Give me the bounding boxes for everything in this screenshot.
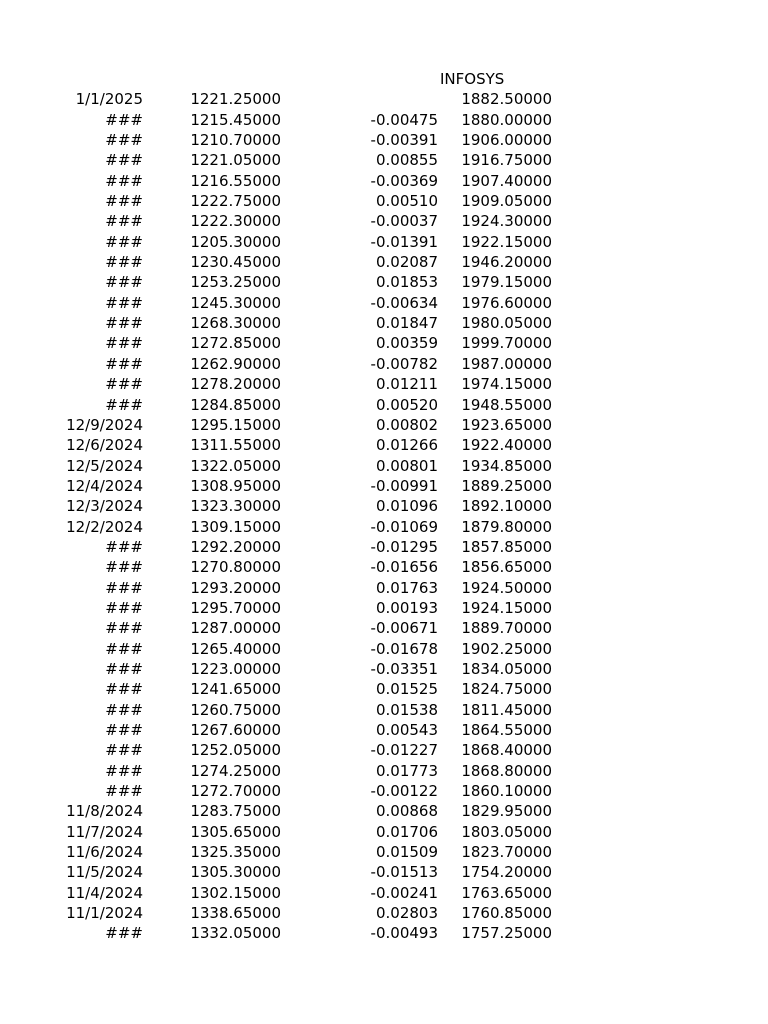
infosys-price-cell[interactable]: 1868.80000 [461,761,552,780]
price-cell[interactable]: 1332.05000 [190,924,281,943]
date-cell[interactable]: ### [105,314,143,333]
infosys-price-cell[interactable]: 1906.00000 [461,131,552,150]
header-row [0,69,768,89]
table-row [0,456,768,476]
infosys-price-cell[interactable]: 1856.65000 [461,558,552,577]
table-row [0,150,768,170]
table-row [0,374,768,394]
date-cell[interactable]: ### [105,232,143,251]
return-cell[interactable]: -0.01391 [370,232,438,251]
table-row [0,537,768,557]
infosys-price-cell[interactable]: 1834.05000 [461,659,552,678]
infosys-price-cell[interactable]: 1882.50000 [461,90,552,109]
infosys-price-cell[interactable]: 1823.70000 [461,843,552,862]
table-row [0,659,768,679]
price-cell[interactable]: 1230.45000 [190,253,281,272]
price-cell[interactable]: 1308.95000 [190,476,281,495]
infosys-price-cell[interactable]: 1976.60000 [461,293,552,312]
return-cell[interactable]: 0.00543 [375,721,438,739]
price-cell[interactable]: 1274.25000 [190,761,281,780]
table-row [0,720,768,740]
date-cell[interactable]: 11/1/2024 [66,904,143,923]
date-cell[interactable]: ### [105,171,143,190]
date-cell[interactable]: ### [105,578,143,597]
infosys-price-cell[interactable]: 1892.10000 [461,497,552,516]
infosys-price-cell[interactable]: 1829.95000 [461,802,552,821]
table-row [0,415,768,435]
return-cell[interactable]: -0.01295 [370,537,438,556]
spreadsheet [0,69,768,944]
table-row [0,333,768,353]
return-cell[interactable]: -0.00391 [370,131,438,150]
price-cell[interactable]: 1205.30000 [190,232,281,251]
price-cell[interactable]: 1210.70000 [190,131,281,150]
price-cell[interactable]: 1268.30000 [190,314,281,333]
date-cell[interactable]: ### [105,395,143,414]
infosys-price-cell[interactable]: 1879.80000 [461,517,552,536]
table-row [0,862,768,882]
price-cell[interactable]: 1221.05000 [190,151,281,170]
price-cell[interactable]: 1295.70000 [190,598,281,617]
table-row [0,517,768,537]
price-cell[interactable]: 1222.30000 [190,212,281,231]
price-cell[interactable]: 1284.85000 [190,395,281,414]
infosys-price-cell[interactable]: 1909.05000 [461,192,552,211]
return-cell[interactable]: -0.00991 [370,476,438,495]
date-cell[interactable]: 12/9/2024 [66,415,143,434]
date-cell[interactable]: 11/8/2024 [66,802,143,821]
date-cell[interactable]: ### [105,639,143,658]
return-cell[interactable]: 0.01509 [375,843,438,862]
date-cell[interactable]: ### [105,680,143,699]
return-cell[interactable]: -0.01227 [370,741,438,760]
infosys-price-cell[interactable]: 1811.45000 [461,700,552,719]
price-cell[interactable]: 1309.15000 [190,517,281,536]
price-cell[interactable]: 1311.55000 [190,436,281,455]
return-cell[interactable]: 0.01847 [375,314,438,333]
table-row [0,618,768,638]
return-cell[interactable]: 0.00801 [375,456,438,475]
date-cell[interactable]: ### [105,782,143,801]
return-cell[interactable]: 0.01706 [375,822,438,841]
date-cell[interactable]: ### [105,700,143,719]
price-cell[interactable]: 1262.90000 [190,354,281,373]
infosys-price-cell[interactable]: 1907.40000 [461,171,552,190]
price-cell[interactable]: 1222.75000 [190,192,281,211]
return-cell[interactable]: 0.00868 [375,802,438,821]
return-cell[interactable]: -0.01069 [370,517,438,536]
table-row [0,293,768,313]
table-row [0,801,768,821]
infosys-price-cell[interactable]: 1763.65000 [461,883,552,902]
price-cell[interactable]: 1245.30000 [190,293,281,312]
return-cell[interactable]: 0.00510 [375,192,438,211]
infosys-price-cell[interactable]: 1922.40000 [461,436,552,455]
infosys-price-cell[interactable]: 1934.85000 [461,456,552,475]
date-cell[interactable]: ### [105,253,143,272]
date-cell[interactable]: ### [105,659,143,678]
price-cell[interactable]: 1267.60000 [190,721,281,739]
price-cell[interactable]: 1322.05000 [190,456,281,475]
table-row [0,842,768,862]
date-cell[interactable]: 12/6/2024 [66,436,143,455]
date-cell[interactable]: 12/5/2024 [66,456,143,475]
date-cell[interactable]: 12/2/2024 [66,517,143,536]
table-row [0,89,768,109]
infosys-price-cell[interactable]: 1924.30000 [461,212,552,231]
infosys-price-cell[interactable]: 1923.65000 [461,415,552,434]
price-cell[interactable]: 1278.20000 [190,375,281,394]
date-cell[interactable]: ### [105,131,143,150]
infosys-price-cell[interactable]: 1916.75000 [461,151,552,170]
return-cell[interactable]: -0.00241 [370,883,438,902]
infosys-price-cell[interactable]: 1987.00000 [461,354,552,373]
date-cell[interactable]: ### [105,354,143,373]
return-cell[interactable]: -0.03351 [370,659,438,678]
return-cell[interactable]: 0.00193 [375,598,438,617]
return-cell[interactable]: 0.00802 [375,415,438,434]
date-cell[interactable]: ### [105,598,143,617]
return-cell[interactable]: -0.00475 [370,110,438,129]
date-cell[interactable]: ### [105,924,143,943]
infosys-price-cell[interactable]: 1924.50000 [461,578,552,597]
return-cell[interactable]: -0.00782 [370,354,438,373]
infosys-price-cell[interactable]: 1946.20000 [461,253,552,272]
price-cell[interactable]: 1252.05000 [190,741,281,760]
date-cell[interactable]: 11/7/2024 [66,822,143,841]
infosys-price-cell[interactable]: 1868.40000 [461,741,552,760]
price-cell[interactable]: 1215.45000 [190,110,281,129]
price-cell[interactable]: 1287.00000 [190,619,281,638]
table-row [0,191,768,211]
infosys-price-cell[interactable]: 1760.85000 [461,904,552,923]
infosys-price-cell[interactable]: 1924.15000 [461,598,552,617]
date-cell[interactable]: ### [105,273,143,292]
date-cell[interactable]: 11/5/2024 [66,863,143,882]
table-row [0,883,768,903]
date-cell[interactable]: ### [105,558,143,577]
table-row [0,639,768,659]
price-cell[interactable]: 1295.15000 [190,415,281,434]
return-cell[interactable]: -0.00037 [370,212,438,231]
return-cell[interactable]: 0.01096 [375,497,438,516]
table-row [0,476,768,496]
infosys-price-cell[interactable]: 1889.25000 [461,476,552,495]
table-row [0,211,768,231]
price-cell[interactable]: 1221.25000 [190,90,281,109]
return-cell[interactable]: -0.00634 [370,293,438,312]
infosys-price-cell[interactable]: 1880.00000 [461,110,552,129]
table-row [0,761,768,781]
table-row [0,395,768,415]
price-cell[interactable]: 1270.80000 [190,558,281,577]
table-row [0,923,768,943]
price-cell[interactable]: 1302.15000 [190,883,281,902]
table-row [0,272,768,292]
return-cell[interactable]: -0.00493 [370,924,438,943]
price-cell[interactable]: 1216.55000 [190,171,281,190]
infosys-price-cell[interactable]: 1824.75000 [461,680,552,699]
infosys-price-cell[interactable]: 1754.20000 [461,863,552,882]
price-cell[interactable]: 1260.75000 [190,700,281,719]
table-row [0,903,768,923]
return-cell[interactable]: -0.00369 [370,171,438,190]
infosys-price-cell[interactable]: 1922.15000 [461,232,552,251]
infosys-price-cell[interactable]: 1902.25000 [461,639,552,658]
price-cell[interactable]: 1253.25000 [190,273,281,292]
table-row [0,354,768,374]
infosys-price-cell[interactable]: 1857.85000 [461,537,552,556]
return-cell[interactable]: -0.00671 [370,619,438,638]
table-row [0,110,768,130]
price-cell[interactable]: 1338.65000 [190,904,281,923]
infosys-price-cell[interactable]: 1803.05000 [461,822,552,841]
return-cell[interactable]: 0.01763 [375,578,438,597]
date-cell[interactable]: ### [105,334,143,353]
table-row [0,252,768,272]
infosys-price-cell[interactable]: 1864.55000 [461,721,552,739]
table-row [0,496,768,516]
price-cell[interactable]: 1283.75000 [190,802,281,821]
infosys-price-cell[interactable]: 1757.25000 [461,924,552,943]
table-row [0,435,768,455]
table-row [0,822,768,842]
table-row [0,700,768,720]
price-cell[interactable]: 1325.35000 [190,843,281,862]
table-row [0,578,768,598]
price-cell[interactable]: 1323.30000 [190,497,281,516]
date-cell[interactable]: ### [105,721,143,739]
return-cell[interactable]: 0.01211 [375,375,438,394]
table-row [0,740,768,760]
return-cell[interactable]: -0.01678 [370,639,438,658]
price-cell[interactable]: 1272.70000 [190,782,281,801]
infosys-price-cell[interactable]: 1980.05000 [461,314,552,333]
date-cell[interactable]: 12/4/2024 [66,476,143,495]
price-cell[interactable]: 1305.30000 [190,863,281,882]
return-cell[interactable]: -0.00122 [370,782,438,801]
return-cell[interactable]: 0.00520 [375,395,438,414]
date-cell[interactable]: 11/6/2024 [66,843,143,862]
return-cell[interactable]: -0.01513 [370,863,438,882]
date-cell[interactable]: ### [105,761,143,780]
date-cell[interactable]: 1/1/2025 [75,90,143,109]
price-cell[interactable]: 1223.00000 [190,659,281,678]
date-cell[interactable]: 11/4/2024 [66,883,143,902]
price-cell[interactable]: 1272.85000 [190,334,281,353]
date-cell[interactable]: 12/3/2024 [66,497,143,516]
table-row [0,679,768,699]
price-cell[interactable]: 1305.65000 [190,822,281,841]
date-cell[interactable]: ### [105,110,143,129]
column-header-infosys[interactable]: INFOSYS [440,70,505,88]
return-cell[interactable]: 0.02087 [375,253,438,272]
return-cell[interactable]: 0.01266 [375,436,438,455]
date-cell[interactable]: ### [105,741,143,760]
infosys-price-cell[interactable]: 1979.15000 [461,273,552,292]
return-cell[interactable]: 0.01538 [375,700,438,719]
return-cell[interactable]: 0.01853 [375,273,438,292]
date-cell[interactable]: ### [105,151,143,170]
date-cell[interactable]: ### [105,537,143,556]
return-cell[interactable]: 0.01525 [375,680,438,699]
date-cell[interactable]: ### [105,293,143,312]
table-row [0,232,768,252]
return-cell[interactable]: 0.01773 [375,761,438,780]
infosys-price-cell[interactable]: 1974.15000 [461,375,552,394]
price-cell[interactable]: 1265.40000 [190,639,281,658]
data-rows [0,89,768,943]
date-cell[interactable]: ### [105,619,143,638]
return-cell[interactable]: 0.02803 [375,904,438,923]
return-cell[interactable]: -0.01656 [370,558,438,577]
table-row [0,598,768,618]
price-cell[interactable]: 1293.20000 [190,578,281,597]
table-row [0,781,768,801]
date-cell[interactable]: ### [105,212,143,231]
date-cell[interactable]: ### [105,375,143,394]
return-cell[interactable]: 0.00359 [375,334,438,353]
infosys-price-cell[interactable]: 1889.70000 [461,619,552,638]
date-cell[interactable]: ### [105,192,143,211]
infosys-price-cell[interactable]: 1948.55000 [461,395,552,414]
infosys-price-cell[interactable]: 1999.70000 [461,334,552,353]
table-row [0,313,768,333]
table-row [0,130,768,150]
infosys-price-cell[interactable]: 1860.10000 [461,782,552,801]
table-row [0,557,768,577]
return-cell[interactable]: 0.00855 [375,151,438,170]
price-cell[interactable]: 1292.20000 [190,537,281,556]
price-cell[interactable]: 1241.65000 [190,680,281,699]
table-row [0,171,768,191]
